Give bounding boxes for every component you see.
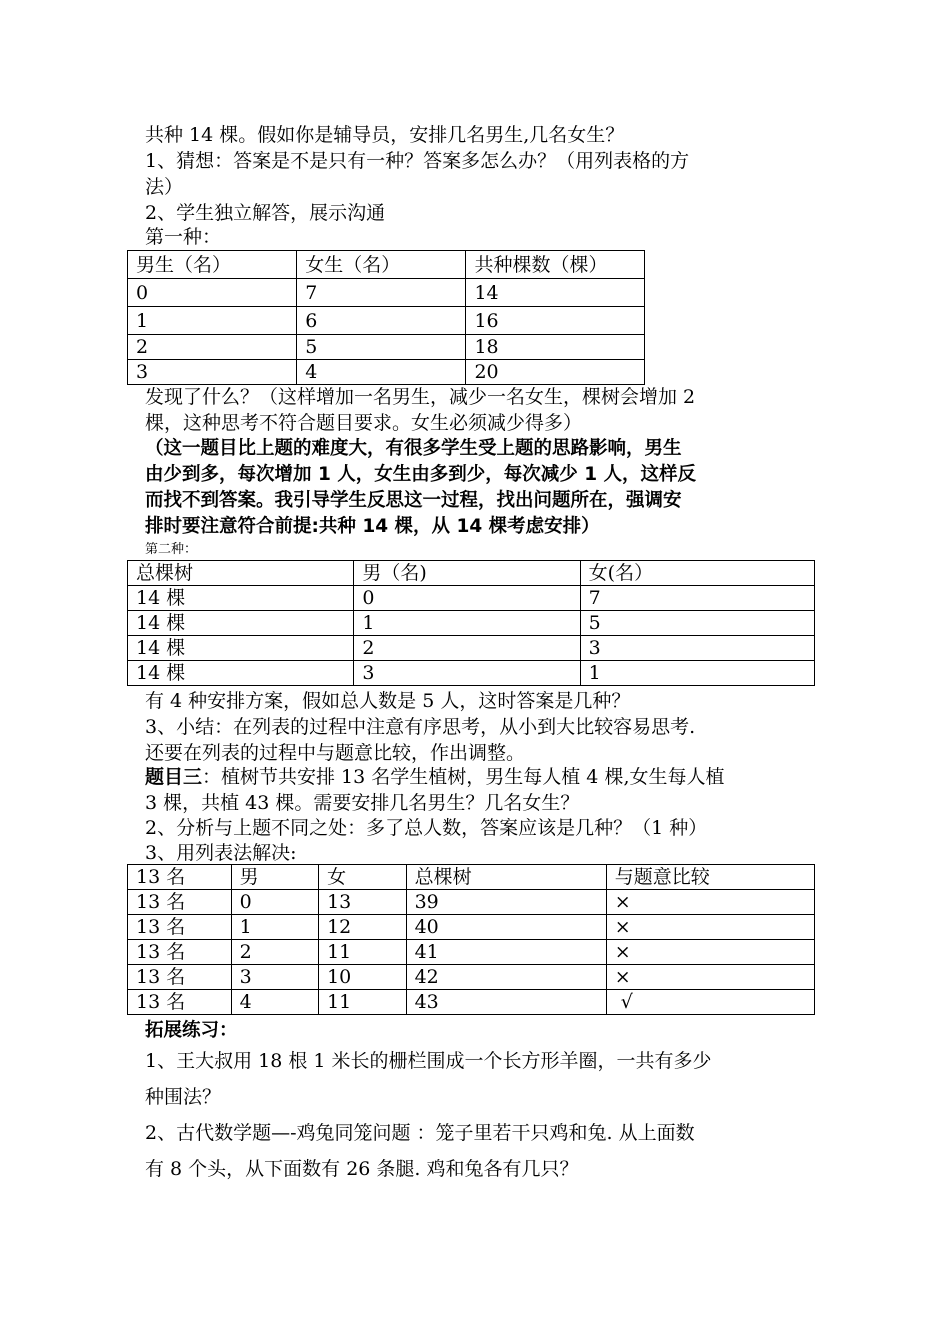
problem-three-text: ：植树节共安排 13 名学生植树，男生每人植 4 棵,女生每人植 — [202, 766, 725, 788]
table-cell: 13 名 — [128, 940, 232, 965]
table-cell: 13 — [319, 890, 407, 915]
table-cell: 2 — [231, 940, 319, 965]
table-cell: 16 — [466, 307, 645, 335]
table-cell: 7 — [297, 279, 466, 307]
table-row — [128, 915, 815, 940]
table-row — [128, 611, 815, 636]
table-header-row — [128, 865, 815, 890]
table-cell: 13 名 — [128, 915, 232, 940]
second-method-label: 第二种： — [145, 542, 198, 557]
table-cell: 0 — [231, 890, 319, 915]
table-cell: 3 — [580, 636, 814, 661]
table-cell: 40 — [406, 915, 606, 940]
observation-line: 发现了什么？（这样增加一名男生，减少一名女生，棵树会增加 2 — [145, 386, 696, 408]
table-first-method — [127, 250, 645, 385]
table-cell: 13 名 — [128, 890, 232, 915]
table-cell: 13 名 — [128, 990, 232, 1015]
header-cell: 男（名) — [354, 561, 580, 586]
table-cell: 1 — [354, 611, 580, 636]
table-row — [128, 335, 645, 360]
table-cell: 11 — [319, 990, 407, 1015]
header-cell: 女生（名） — [297, 251, 466, 279]
table-cell: 0 — [354, 586, 580, 611]
header-cell: 共种棵数（棵） — [466, 251, 645, 279]
table-header-row — [128, 561, 815, 586]
table-cell: 3 — [354, 661, 580, 686]
table-cell: 2 — [128, 335, 297, 360]
table-cell: 14 棵 — [128, 586, 354, 611]
table-row — [128, 360, 645, 385]
table-cell: 1 — [580, 661, 814, 686]
table-cell: × — [606, 890, 814, 915]
header-cell: 男 — [231, 865, 319, 890]
teacher-note: （这一题目比上题的难度大，有很多学生受上题的思路影响，男生 — [145, 438, 682, 459]
summary-line-cont: 还要在列表的过程中与题意比较，作出调整。 — [145, 742, 526, 764]
practice-2-cont: 有 8 个头，从下面数有 26 条腿. 鸡和兔各有几只？ — [145, 1158, 579, 1180]
table-cell: 14 棵 — [128, 636, 354, 661]
practice-1-cont: 种围法？ — [145, 1086, 222, 1108]
table-row — [128, 965, 815, 990]
problem-three — [145, 764, 825, 790]
intro-line: 共种 14 棵。假如你是辅导员，安排几名男生,几名女生？ — [145, 124, 625, 146]
analysis-line: 2、分析与上题不同之处：多了总人数，答案应该是几种？（1 种） — [145, 817, 708, 839]
problem-three-title: 题目三 — [145, 766, 203, 788]
table-cell: 14 棵 — [128, 661, 354, 686]
table-cell: × — [606, 965, 814, 990]
table-row — [128, 990, 815, 1015]
table-cell: 43 — [406, 990, 606, 1015]
practice-2: 2、古代数学题—-鸡兔同笼问题 ：笼子里若干只鸡和兔. 从上面数 — [145, 1122, 695, 1144]
question-2: 2、学生独立解答，展示沟通 — [145, 202, 386, 224]
table-cell: 3 — [128, 360, 297, 385]
table-cell: 10 — [319, 965, 407, 990]
observation-line-cont: 棵，这种思考不符合题目要求。女生必须减少得多） — [145, 412, 583, 434]
table-cell: 4 — [297, 360, 466, 385]
summary-line: 3、小结：在列表的过程中注意有序思考，从小到大比较容易思考. — [145, 716, 696, 738]
table-cell: 7 — [580, 586, 814, 611]
table-cell: 2 — [354, 636, 580, 661]
table-cell: 11 — [319, 940, 407, 965]
teacher-note: 而找不到答案。我引导学生反思这一过程，找出问题所在，强调安 — [145, 490, 682, 511]
answer-count-line: 有 4 种安排方案，假如总人数是 5 人，这时答案是几种？ — [145, 690, 631, 712]
method-line: 3、用列表法解决: — [145, 842, 297, 864]
table-cell: 4 — [231, 990, 319, 1015]
table-cell: 0 — [128, 279, 297, 307]
table-row — [128, 890, 815, 915]
problem-three-cont: 3 棵，共植 43 棵。需要安排几名男生？几名女生？ — [145, 792, 580, 814]
table-second-method — [127, 560, 815, 686]
first-method-label: 第一种： — [145, 226, 222, 248]
teacher-note: 由少到多，每次增加 1 人，女生由多到少，每次减少 1 人，这样反 — [145, 464, 697, 485]
table-cell: 18 — [466, 335, 645, 360]
teacher-note: 排时要注意符合前提:共种 14 棵，从 14 棵考虑安排） — [145, 516, 600, 537]
table-cell: 41 — [406, 940, 606, 965]
table-row — [128, 586, 815, 611]
table-row — [128, 661, 815, 686]
table-cell: × — [606, 940, 814, 965]
table-cell: 5 — [297, 335, 466, 360]
table-cell: 13 名 — [128, 965, 232, 990]
table-cell: × — [606, 915, 814, 940]
table-cell: 14 — [466, 279, 645, 307]
table-cell: 42 — [406, 965, 606, 990]
header-cell: 男生（名） — [128, 251, 297, 279]
question-1-cont: 法） — [145, 176, 184, 198]
table-cell: 1 — [231, 915, 319, 940]
table-row — [128, 636, 815, 661]
table-cell: 12 — [319, 915, 407, 940]
question-1: 1、猜想：答案是不是只有一种？答案多怎么办？（用列表格的方 — [145, 150, 690, 172]
table-row — [128, 307, 645, 335]
header-cell: 与题意比较 — [606, 865, 814, 890]
practice-title: 拓展练习： — [145, 1020, 238, 1041]
header-cell: 总棵树 — [128, 561, 354, 586]
table-cell: 6 — [297, 307, 466, 335]
table-header-row — [128, 251, 645, 279]
table-cell: 1 — [128, 307, 297, 335]
header-cell: 总棵树 — [406, 865, 606, 890]
table-cell: 14 棵 — [128, 611, 354, 636]
table-cell: 39 — [406, 890, 606, 915]
table-row — [128, 279, 645, 307]
table-row — [128, 940, 815, 965]
table-cell: 3 — [231, 965, 319, 990]
table-cell: 5 — [580, 611, 814, 636]
practice-1: 1、王大叔用 18 根 1 米长的栅栏围成一个长方形羊圈，一共有多少 — [145, 1050, 712, 1072]
table-cell: 20 — [466, 360, 645, 385]
table-problem-three — [127, 864, 815, 1015]
table-cell: √ — [606, 990, 814, 1015]
header-cell: 女(名） — [580, 561, 814, 586]
header-cell: 女 — [319, 865, 407, 890]
header-cell: 13 名 — [128, 865, 232, 890]
